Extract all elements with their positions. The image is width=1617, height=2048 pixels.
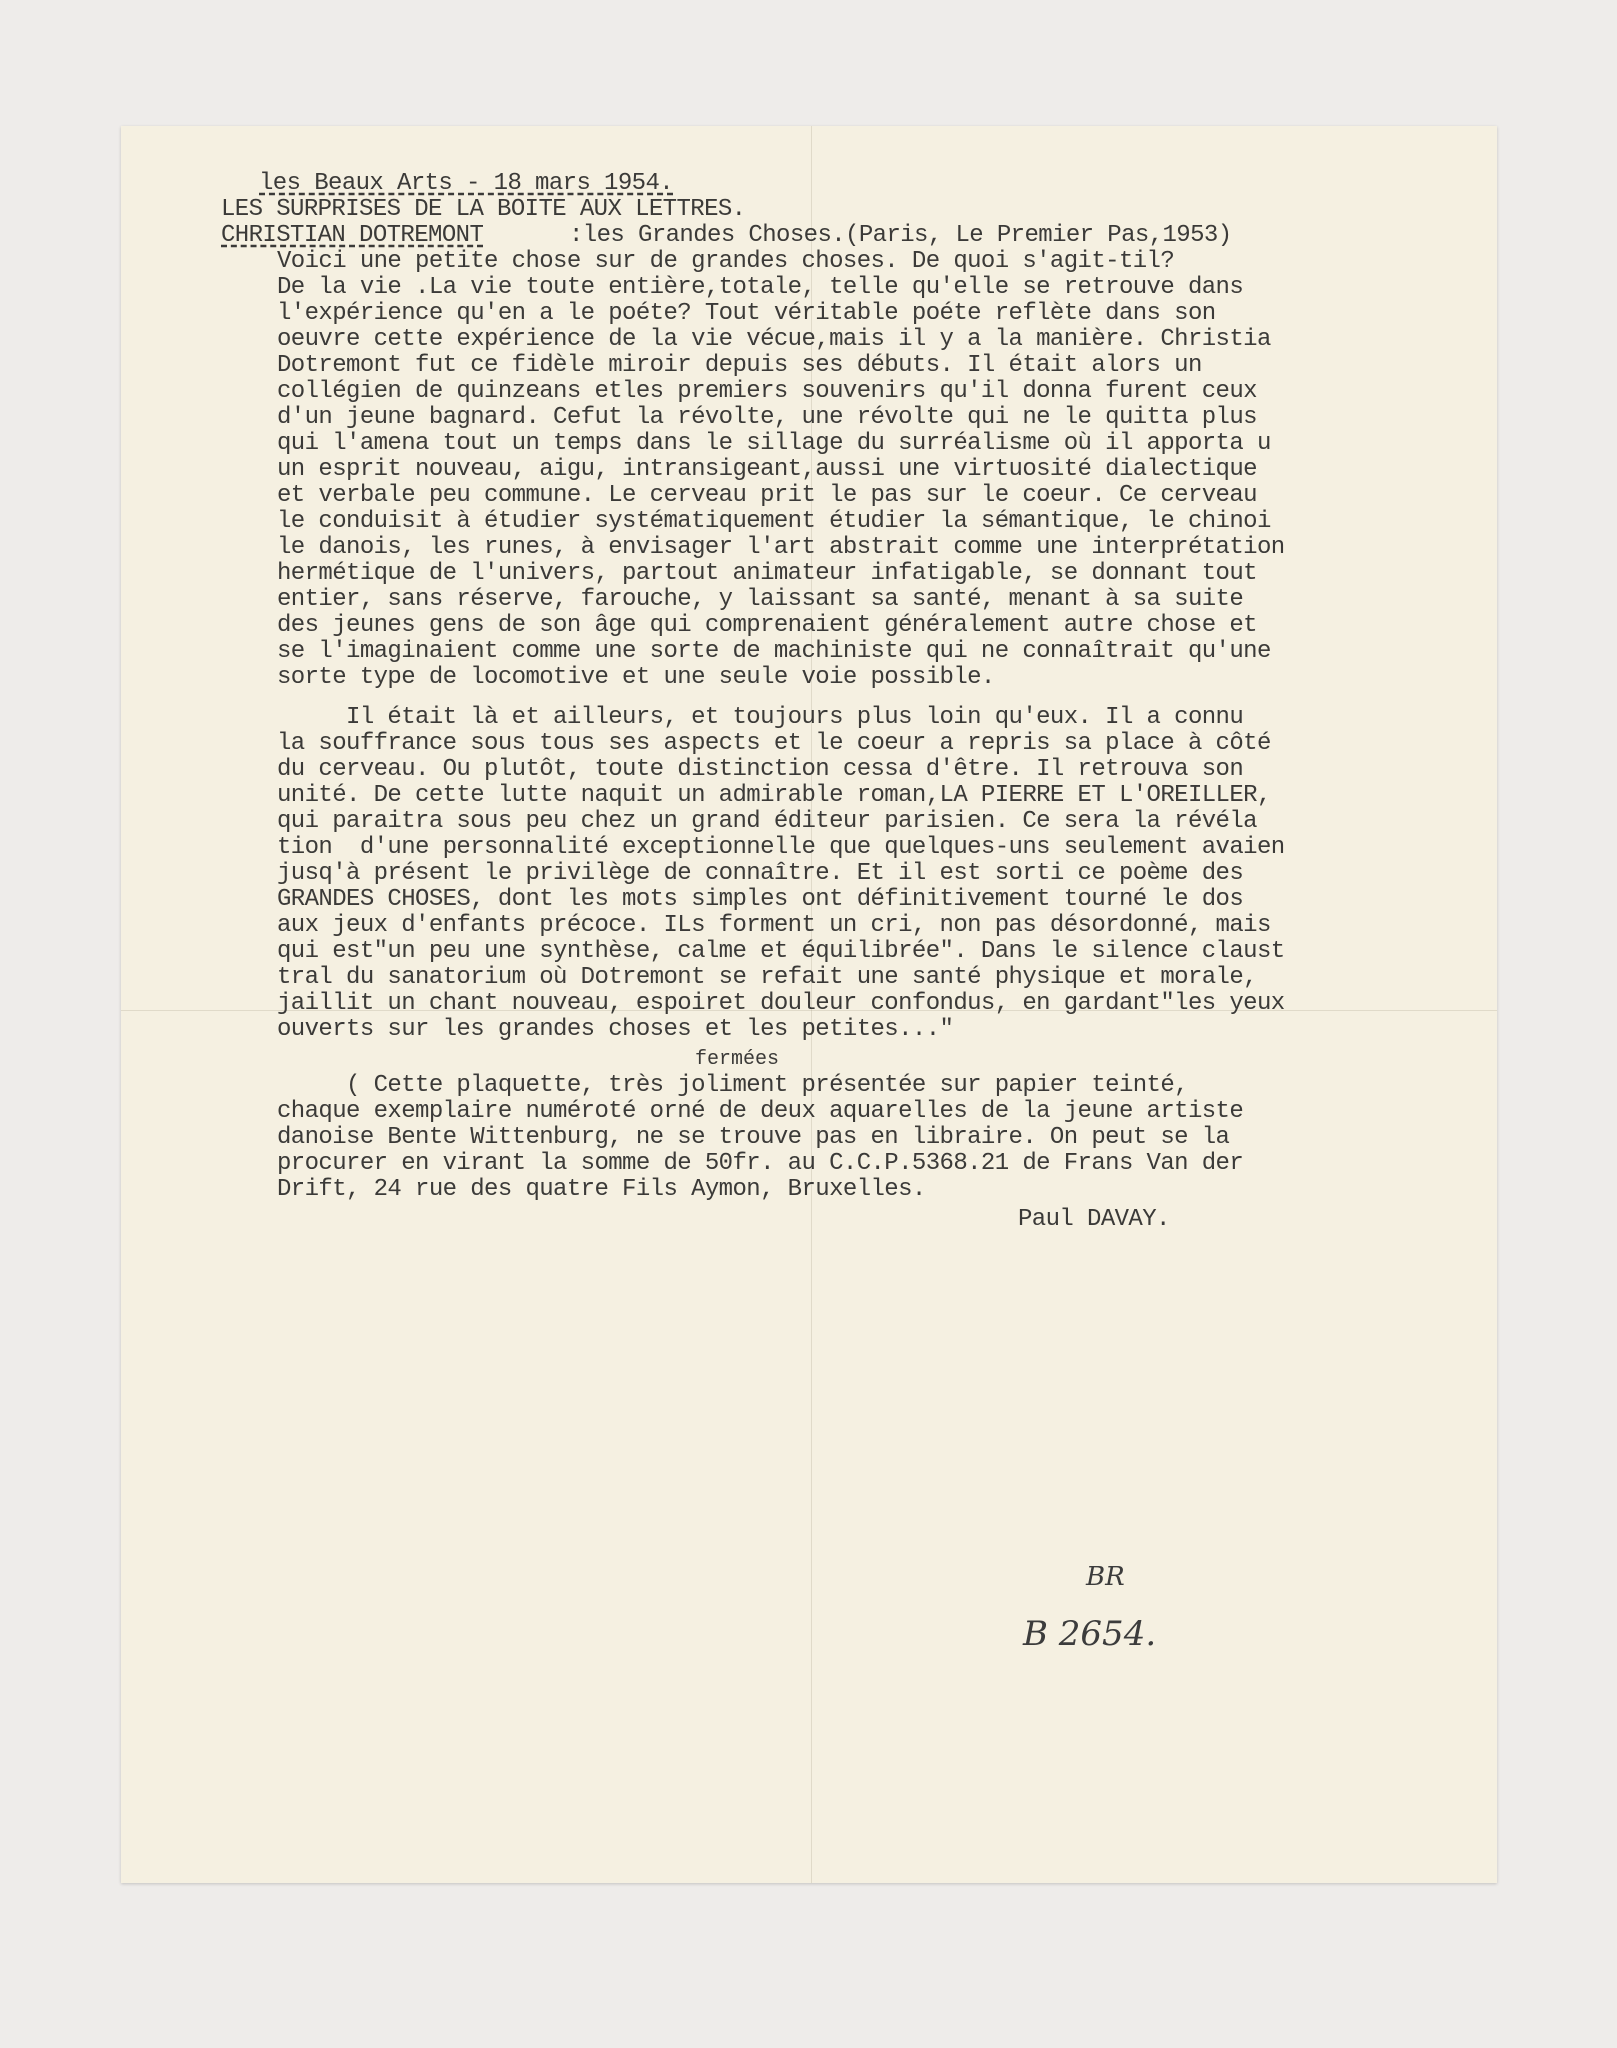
text-line: hermétique de l'univers, partout animateur infatigable, se donnant tout xyxy=(277,560,1257,587)
document-page xyxy=(121,126,1497,1883)
text-line: qui est"un peu une synthèse, calme et équilibrée". Dans le silence claust xyxy=(277,938,1285,965)
text-line: oeuvre cette expérience de la vie vécue,mais il y a la manière. Christia xyxy=(277,326,1271,353)
source-line: les Beaux Arts - 18 mars 1954. xyxy=(259,170,674,197)
text-line: Voici une petite chose sur de grandes choses. De quoi s'agit-til? xyxy=(277,248,1175,275)
text-line: des jeunes gens de son âge qui comprenaient généralement autre chose et xyxy=(277,612,1257,639)
text-line: le danois, les runes, à envisager l'art abstrait comme une interprétation xyxy=(277,534,1285,561)
text-line: la souffrance sous tous ses aspects et le coeur a repris sa place à côté xyxy=(277,730,1271,757)
text-line: se l'imaginaient comme une sorte de machiniste qui ne connaîtrait qu'une xyxy=(277,638,1271,665)
text-line: du cerveau. Ou plutôt, toute distinction cessa d'être. Il retrouva son xyxy=(277,756,1244,783)
text-line: chaque exemplaire numéroté orné de deux aquarelles de la jeune artiste xyxy=(277,1098,1244,1125)
text-line: qui l'amena tout un temps dans le sillage du surréalisme où il apporta u xyxy=(277,430,1271,457)
text-line: ouverts sur les grandes choses et les petites..." xyxy=(277,1016,954,1043)
text-line: De la vie .La vie toute entière,totale, telle qu'elle se retrouve dans xyxy=(277,274,1244,301)
text-line: le conduisit à étudier systématiquement étudier la sémantique, le chinoi xyxy=(277,508,1271,535)
text-line: aux jeux d'enfants précoce. ILs forment un cri, non pas désordonné, mais xyxy=(277,912,1271,939)
handwritten-initials: BR xyxy=(1086,1562,1125,1592)
text-line: l'expérience qu'en a le poéte? Tout véritable poéte reflète dans son xyxy=(277,300,1216,327)
text-line: Drift, 24 rue des quatre Fils Aymon, Bruxelles. xyxy=(277,1176,926,1203)
text-line: jaillit un chant nouveau, espoiret douleur confondus, en gardant"les yeux xyxy=(277,990,1285,1017)
text-line: Il était là et ailleurs, et toujours plus loin qu'eux. Il a connu xyxy=(277,704,1244,731)
text-line: sorte type de locomotive et une seule voie possible. xyxy=(277,664,995,691)
book-author: CHRISTIAN DOTREMONT xyxy=(221,222,484,249)
typed-text xyxy=(121,126,1285,1504)
text-line: procurer en virant la somme de 50fr. au C.C.P.5368.21 de Frans Van der xyxy=(277,1150,1244,1177)
text-line: tion d'une personnalité exceptionnelle que quelques-uns seulement avaien xyxy=(277,834,1285,861)
text-line: collégien de quinzeans etles premiers souvenirs qu'il donna furent ceux xyxy=(277,378,1257,405)
text-line: danoise Bente Wittenburg, ne se trouve pas en libraire. On peut se la xyxy=(277,1124,1230,1151)
text-line: Dotremont fut ce fidèle miroir depuis ses débuts. Il était alors un xyxy=(277,352,1202,379)
article-title: LES SURPRISES DE LA BOITE AUX LETTRES. xyxy=(221,196,746,223)
handwritten-reference: B 2654. xyxy=(1023,1614,1157,1654)
text-line: jusq'à présent le privilège de connaître. Et il est sorti ce poème des xyxy=(277,860,1244,887)
text-line: entier, sans réserve, farouche, y laissant sa santé, menant à sa suite xyxy=(277,586,1244,613)
signature: Paul DAVAY. xyxy=(1018,1206,1170,1233)
text-line: qui paraitra sous peu chez un grand éditeur parisien. Ce sera la révéla xyxy=(277,808,1257,835)
handwritten-insertion: fermées xyxy=(695,1048,780,1071)
text-line: ( Cette plaquette, très joliment présentée sur papier teinté, xyxy=(277,1072,1188,1099)
text-line: GRANDES CHOSES, dont les mots simples ont définitivement tourné le dos xyxy=(277,886,1244,913)
text-line: tral du sanatorium où Dotremont se refait une santé physique et morale, xyxy=(277,964,1257,991)
book-reference: :les Grandes Choses.(Paris, Le Premier Pas,1953) xyxy=(569,222,1232,249)
text-line: unité. De cette lutte naquit un admirable roman,LA PIERRE ET L'OREILLER, xyxy=(277,782,1271,809)
text-line: et verbale peu commune. Le cerveau prit le pas sur le coeur. Ce cerveau xyxy=(277,482,1257,509)
text-line: un esprit nouveau, aigu, intransigeant,aussi une virtuosité dialectique xyxy=(277,456,1257,483)
text-line: d'un jeune bagnard. Cefut la révolte, une révolte qui ne le quitta plus xyxy=(277,404,1257,431)
